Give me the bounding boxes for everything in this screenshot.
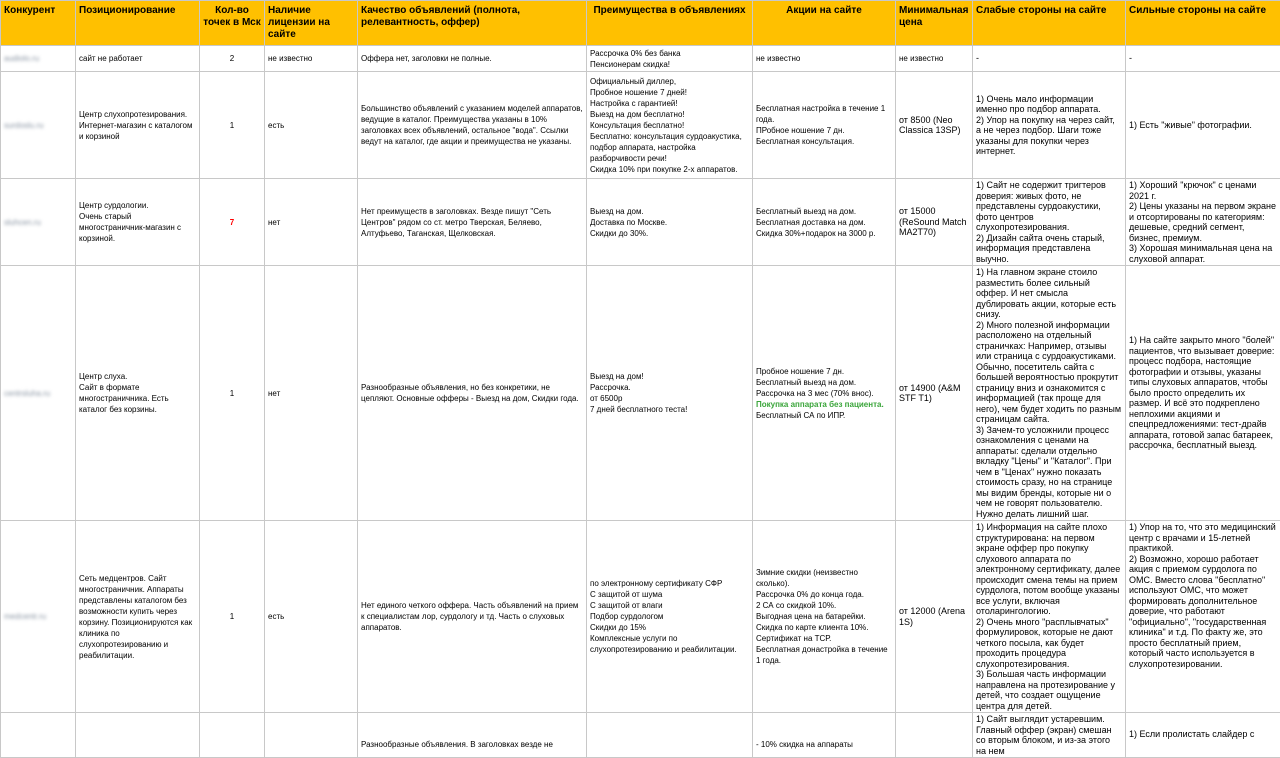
promos-cell[interactable] xyxy=(753,266,896,521)
weak-cell[interactable]: 1) На главном экране стоило разместить более сильный оффер. И нет смысла дублировать акции, которые есть снизу. 2) Много полезной информации расположено на отдельный страничках: Например, отзывы или страница с сурдоакустиками. Обычно, посетитель сайта с большей вероятностью прокрутит страницу вниз и ознакомится с информацией (так проще для него), чем будет ходить по разным страницам сайта. 3) Зачем-то усложнили процесс ознакомления с ценами на аппараты: сделали отдельно вкладку "Цены" и "Каталог". При чем в "Ценах" нужно показать стоимость сразу, но на странице мы видим бренды, которые ни о чем не говорят пользователю. Нужно делать лишний шаг. xyxy=(973,266,1126,521)
table-row xyxy=(1,72,1280,179)
competitor-cell[interactable] xyxy=(1,713,76,758)
strong-cell[interactable]: 1) Хороший "крючок" с ценами 2021 г. 2) Цены указаны на первом экране и отсортированы по категориям: дешевые, средний сегмент, бизнес, премиум. 3) Хорошая минимальная цена на слуховой аппарат. xyxy=(1126,179,1280,266)
positioning-cell[interactable]: Сеть медцентров. Сайт многостраничник. Аппараты представлены каталогом без возможности купить через корзину. Позиционируются как клиника по слухопротезированию и реабилитации. xyxy=(76,521,200,713)
promos-cell[interactable]: не известно xyxy=(753,46,896,72)
ads-advantages-cell[interactable]: Официальный диллер, Пробное ношение 7 дней! Настройка с гарантией! Выезд на дом бесплатно! Консультация бесплатно! Бесплатно: консультация сурдоакустика, подбор аппарата, настройка разборчивости речи! Скидка 10% при покупке 2-х аппаратов. xyxy=(587,72,753,179)
min-price-cell[interactable]: от 14900 (A&M STF T1) xyxy=(896,266,973,521)
strong-cell[interactable]: 1) Есть "живые" фотографии. xyxy=(1126,72,1280,179)
promos-cell[interactable]: Бесплатный выезд на дом. Бесплатная доставка на дом. Скидка 30%+подарок на 3000 р. xyxy=(753,179,896,266)
strong-cell[interactable]: 1) На сайте закрыто много "болей" пациентов, что вызывает доверие: процесс подбора, настоящие фотографии и отзывы, указаны типы слуховых аппаратов, чтобы было просто определить их размер. И всё это подкреплено неплохими акциями и спецпредложениями: тест-драйв аппарата, готовой запас батареек, рассрочка, бесплатный выезд. xyxy=(1126,266,1280,521)
ads-advantages-cell[interactable]: Выезд на дом! Рассрочка. от 6500р 7 дней бесплатного теста! xyxy=(587,266,753,521)
competitor-cell[interactable]: audiolo.ru xyxy=(1,46,76,72)
ads-quality-cell[interactable]: Офферa нет, заголовки не полные. xyxy=(358,46,587,72)
weak-cell[interactable]: 1) Сайт не содержит тригтеров доверия: живых фото, не представлены сурдоакустики, фото центров слухопротезирования. 2) Дизайн сайта очень старый, информация представлена выучно. xyxy=(973,179,1126,266)
points-cell[interactable]: 7 xyxy=(200,179,265,266)
license-cell[interactable]: есть xyxy=(265,72,358,179)
ads-advantages-cell[interactable]: Рассрочка 0% без банка Пенсионерам скидка! xyxy=(587,46,753,72)
header-weak[interactable]: Слабые стороны на сайте xyxy=(973,1,1126,46)
strong-cell[interactable]: 1) Если пролистать слайдер с xyxy=(1126,713,1280,758)
ads-quality-cell[interactable]: Разнообразные объявления. В заголовках везде не xyxy=(358,713,587,758)
min-price-cell[interactable]: от 8500 (Neo Classica 13SP) xyxy=(896,72,973,179)
header-row xyxy=(1,1,1280,46)
points-cell[interactable]: 1 xyxy=(200,266,265,521)
positioning-cell[interactable]: сайт не работает xyxy=(76,46,200,72)
promo-line: Пробное ношение 7 дн. xyxy=(756,366,892,377)
strong-cell[interactable]: 1) Упор на то, что это медицинский центр с врачами и 15-летней практикой. 2) Возможно, хорошо работает акция с приемом сурдолога по ОМС. Вместо слова "бесплатно" используют ОМС, что может формировать дополнительное доверие, что работают "официально", "государственная клиника" и т.д. По факту же, это просто бесплатный прием, который часто используется в слухопротезировании. xyxy=(1126,521,1280,713)
license-cell[interactable] xyxy=(265,713,358,758)
table-row xyxy=(1,521,1280,713)
header-min-price[interactable]: Минимальная цена xyxy=(896,1,973,46)
min-price-cell[interactable]: от 12000 (Arena 1S) xyxy=(896,521,973,713)
promo-line: Рассрочка на 3 мес (70% внос). xyxy=(756,388,892,399)
positioning-cell[interactable] xyxy=(76,713,200,758)
points-cell[interactable]: 1 xyxy=(200,72,265,179)
weak-cell[interactable]: 1) Сайт выглядит устаревшим. Главный оффер (экран) смешан со вторым блоком, и из-за этого на нем xyxy=(973,713,1126,758)
points-cell[interactable]: 2 xyxy=(200,46,265,72)
points-cell[interactable] xyxy=(200,713,265,758)
min-price-cell[interactable]: не известно xyxy=(896,46,973,72)
ads-quality-cell[interactable]: Большинство объявлений с указанием моделей аппаратов, ведущие в каталог. Преимущества указаны в 10% заголовках всех объявлений, остальное "вода". Ссылки ведут на каталог, где акции и преимущества не указаны. xyxy=(358,72,587,179)
promo-line: Бесплатный выезд на дом. xyxy=(756,377,892,388)
promos-cell[interactable]: - 10% скидка на аппараты xyxy=(753,713,896,758)
min-price-cell[interactable] xyxy=(896,713,973,758)
table-row xyxy=(1,713,1280,758)
positioning-cell[interactable]: Центр слуха. Сайт в формате многостраничника. Есть каталог без корзины. xyxy=(76,266,200,521)
ads-advantages-cell[interactable]: Выезд на дом. Доставка по Москве. Скидки до 30%. xyxy=(587,179,753,266)
min-price-cell[interactable]: от 15000 (ReSound Match MA2T70) xyxy=(896,179,973,266)
positioning-cell[interactable]: Центр сурдологии. Очень старый многостраничник-магазин с корзиной. xyxy=(76,179,200,266)
promo-line-highlight: Покупка аппарата без пациента. xyxy=(756,399,892,410)
points-cell[interactable]: 1 xyxy=(200,521,265,713)
competitor-cell[interactable]: sluhcen.ru xyxy=(1,179,76,266)
header-positioning[interactable]: Позиционирование xyxy=(76,1,200,46)
strong-cell[interactable]: - xyxy=(1126,46,1280,72)
weak-cell[interactable]: - xyxy=(973,46,1126,72)
license-cell[interactable]: не известно xyxy=(265,46,358,72)
header-points[interactable]: Кол-во точек в Мск xyxy=(200,1,265,46)
weak-cell[interactable]: 1) Очень мало информации именно про подбор аппарата. 2) Упор на покупку на через сайт, а не через подбор. Шаги тоже указаны для покупки через интернет. xyxy=(973,72,1126,179)
ads-advantages-cell[interactable]: по электронному сертификату СФР С защитой от шума С защитой от влаги Подбор сурдологом Скидки до 15% Комплексные услуги по слухопротезированию и реабилитации. xyxy=(587,521,753,713)
header-license[interactable]: Наличие лицензии на сайте xyxy=(265,1,358,46)
license-cell[interactable]: есть xyxy=(265,521,358,713)
competitor-cell[interactable]: medcentr.ru xyxy=(1,521,76,713)
header-promos[interactable]: Акции на сайте xyxy=(753,1,896,46)
ads-advantages-cell[interactable] xyxy=(587,713,753,758)
competitor-cell[interactable]: surdoslu.ru xyxy=(1,72,76,179)
header-strong[interactable]: Сильные стороны на сайте xyxy=(1126,1,1280,46)
table-row xyxy=(1,179,1280,266)
weak-cell[interactable]: 1) Информация на сайте плохо структурирована: на первом экране оффер про покупку слухового аппарата по электронному сертификату, далее происходит смена темы на прием сурдолога, потом вообще указаны все услуги, включая отоларингологию. 2) Очень много "расплывчатых" формулировок, которые не дают четкого посыла, как будет проходить процедура слухопротезирования. 3) Большая часть информации направлена на протезирование у детей, что создает ощущение центра для детей. xyxy=(973,521,1126,713)
promos-cell[interactable]: Бесплатная настройка в течение 1 года. ПРобное ношение 7 дн. Бесплатная консультация. xyxy=(753,72,896,179)
competitor-cell[interactable]: centrsluha.ru xyxy=(1,266,76,521)
header-ads-advantages[interactable]: Преимущества в объявлениях xyxy=(587,1,753,46)
header-ads-quality[interactable]: Качество объявлений (полнота, релевантность, оффер) xyxy=(358,1,587,46)
table-row xyxy=(1,46,1280,72)
promo-line: Бесплатный СА по ИПР. xyxy=(756,410,892,421)
license-cell[interactable]: нет xyxy=(265,179,358,266)
ads-quality-cell[interactable]: Разнообразные объявления, но без конкретики, не цепляют. Основные офферы - Выезд на дом, Скидки года. xyxy=(358,266,587,521)
header-competitor[interactable]: Конкурент xyxy=(1,1,76,46)
promos-cell[interactable]: Зимние скидки (неизвестно сколько). Рассрочка 0% до конца года. 2 СА со скидкой 10%. Выгодная цена на батарейки. Скидка по карте клиента 10%. Сертификат на ТСР. Бесплатная донастройка в течение 1 года. xyxy=(753,521,896,713)
ads-quality-cell[interactable]: Нет преимуществ в заголовках. Везде пишут "Сеть Центров" рядом со ст. метро Тверская, Беляево, Алтуфьево, Таганская, Щелковская. xyxy=(358,179,587,266)
ads-quality-cell[interactable]: Нет единого четкого оффера. Часть объявлений на прием к специалистам лор, сурдологу и тд. Часть о слуховых аппаратов. xyxy=(358,521,587,713)
positioning-cell[interactable]: Центр слухопротезирования. Интернет-магазин с каталогом и корзиной xyxy=(76,72,200,179)
table-row xyxy=(1,266,1280,521)
license-cell[interactable]: нет xyxy=(265,266,358,521)
